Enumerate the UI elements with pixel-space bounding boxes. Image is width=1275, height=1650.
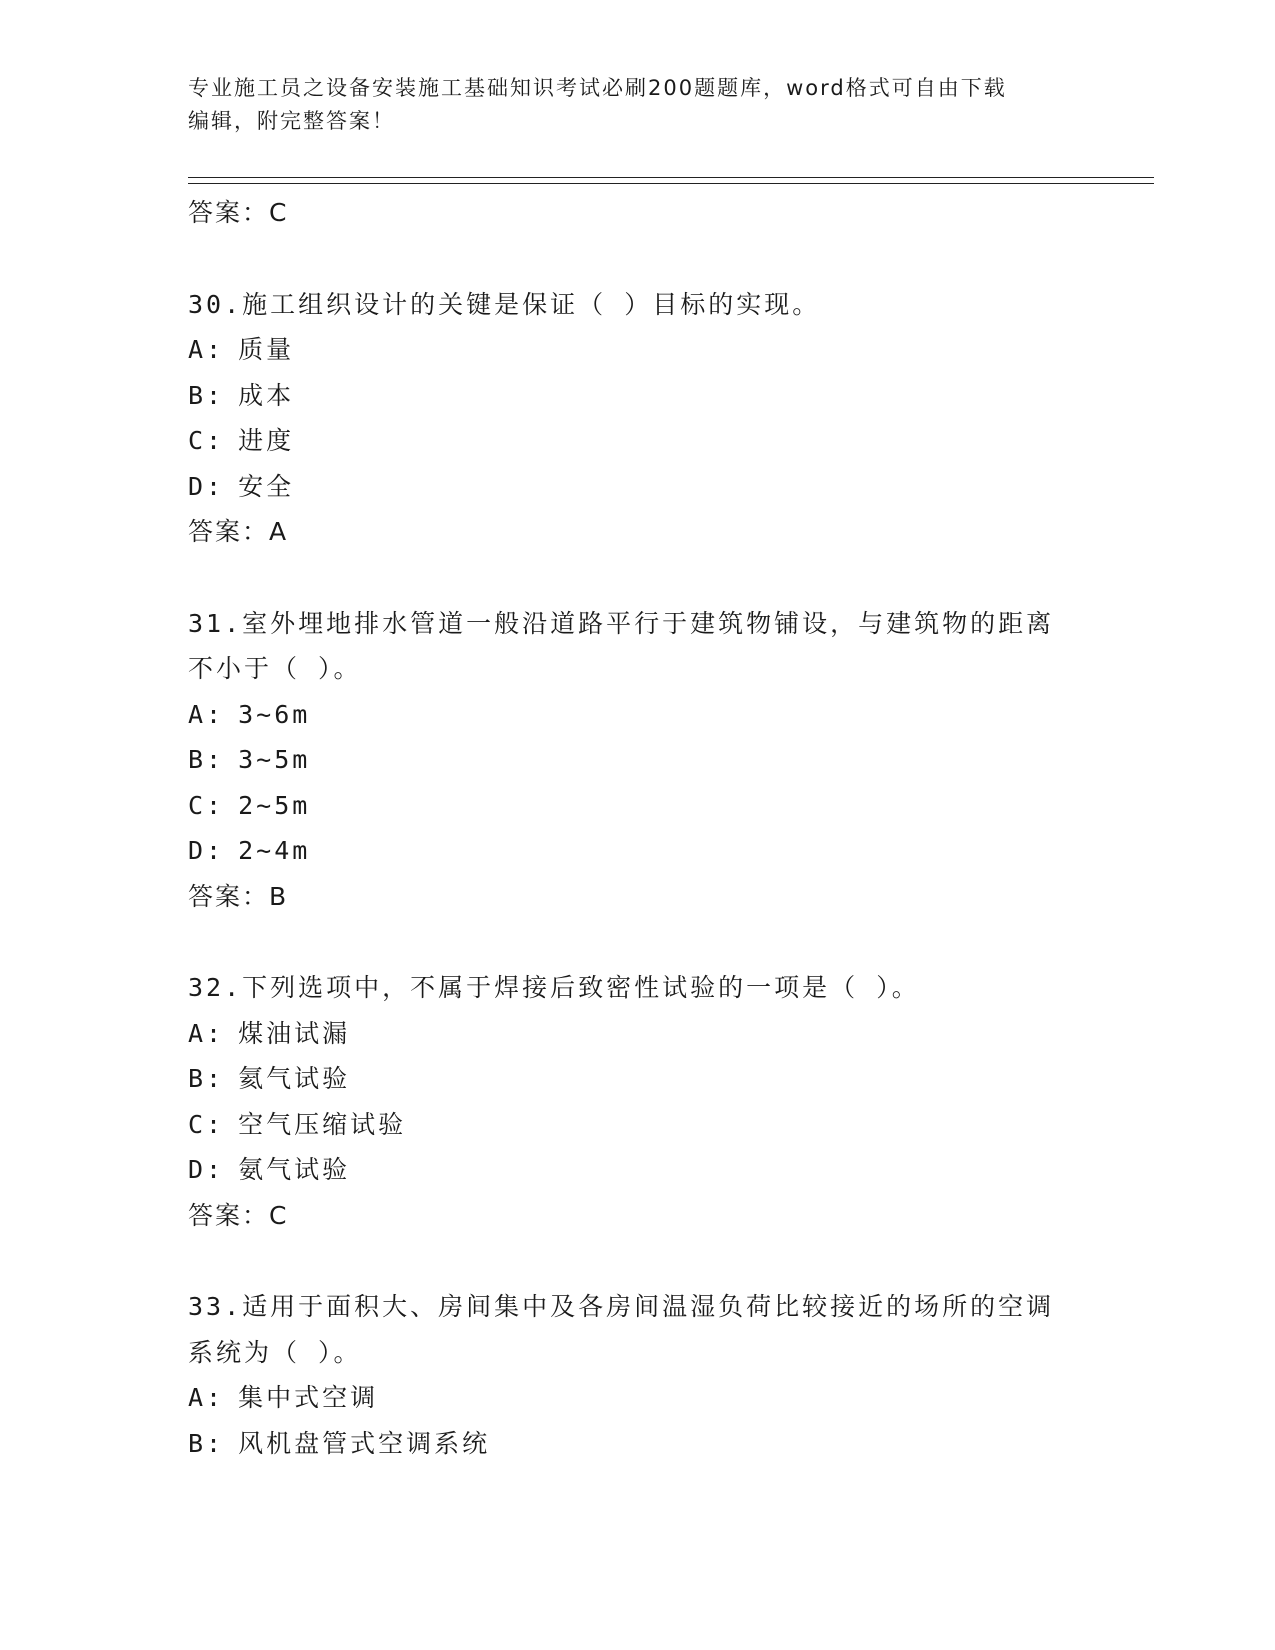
- question-text-line-2: 不小于（ ）。: [188, 654, 362, 683]
- question-31: [188, 601, 1088, 920]
- option-label: C:: [188, 790, 225, 820]
- option-label: A:: [188, 1383, 225, 1412]
- spacer: [188, 555, 1088, 601]
- option-a: [188, 1011, 1088, 1057]
- option-text: 氨气试验: [238, 1155, 351, 1184]
- header-line-2: 编辑，附完整答案！: [188, 109, 395, 133]
- option-text: 3~6m: [238, 699, 311, 729]
- option-text: 安全: [238, 471, 295, 501]
- option-label: C:: [188, 426, 225, 455]
- option-text: 空气压缩试验: [238, 1109, 407, 1139]
- question-text: 30.施工组织设计的关键是保证（ ）目标的实现。: [188, 289, 821, 319]
- option-text: 2~4m: [238, 836, 311, 865]
- option-text: 风机盘管式空调系统: [238, 1428, 491, 1458]
- option-label: B:: [188, 745, 225, 774]
- question-text-line-2: 系统为（ ）。: [188, 1337, 362, 1367]
- option-text: 煤油试漏: [238, 1018, 351, 1048]
- option-d: [188, 464, 1088, 510]
- option-b: [188, 737, 1088, 783]
- option-label: D:: [188, 836, 225, 865]
- option-text: 质量: [238, 335, 295, 364]
- option-label: B:: [188, 1428, 225, 1458]
- question-text-line-1: 31.室外埋地排水管道一般沿道路平行于建筑物铺设，与建筑物的距离: [188, 608, 1055, 638]
- option-c: [188, 1102, 1088, 1148]
- option-label: D:: [188, 471, 225, 501]
- option-a: [188, 327, 1088, 373]
- previous-answer: 答案：C: [188, 198, 289, 227]
- option-b: [188, 1056, 1088, 1102]
- option-b: [188, 1421, 1088, 1467]
- question-list: [188, 190, 1088, 1466]
- option-label: B:: [188, 1064, 225, 1093]
- option-label: C:: [188, 1109, 225, 1139]
- option-label: B:: [188, 380, 225, 410]
- question-30: [188, 282, 1088, 555]
- option-text: 集中式空调: [238, 1383, 379, 1412]
- option-label: A:: [188, 335, 225, 364]
- option-label: A:: [188, 1018, 225, 1048]
- question-text-line-1: 33.适用于面积大、房间集中及各房间温湿负荷比较接近的场所的空调: [188, 1292, 1055, 1321]
- option-a: [188, 692, 1088, 738]
- option-text: 进度: [238, 426, 295, 455]
- question-33: [188, 1284, 1088, 1466]
- option-c: [188, 783, 1088, 829]
- option-c: [188, 418, 1088, 464]
- option-b: [188, 373, 1088, 419]
- option-text: 2~5m: [238, 790, 311, 820]
- option-a: [188, 1375, 1088, 1421]
- spacer: [188, 919, 1088, 965]
- answer: 答案：C: [188, 1200, 289, 1230]
- option-d: [188, 1147, 1088, 1193]
- option-label: D:: [188, 1155, 225, 1184]
- spacer: [188, 236, 1088, 282]
- document-header: [188, 72, 1068, 138]
- option-label: A:: [188, 699, 225, 729]
- spacer: [188, 1238, 1088, 1284]
- answer: 答案：A: [188, 517, 289, 546]
- answer: 答案：B: [188, 881, 289, 911]
- option-text: 氦气试验: [238, 1064, 351, 1093]
- option-text: 成本: [238, 380, 295, 410]
- option-d: [188, 828, 1088, 874]
- header-divider-top: [188, 177, 1154, 178]
- question-32: [188, 965, 1088, 1238]
- option-text: 3~5m: [238, 745, 311, 774]
- header-divider-bottom: [188, 183, 1154, 184]
- question-text: 32.下列选项中，不属于焊接后致密性试验的一项是（ ）。: [188, 973, 920, 1002]
- header-line-1: 专业施工员之设备安装施工基础知识考试必刷200题题库，word格式可自由下载: [188, 76, 1007, 100]
